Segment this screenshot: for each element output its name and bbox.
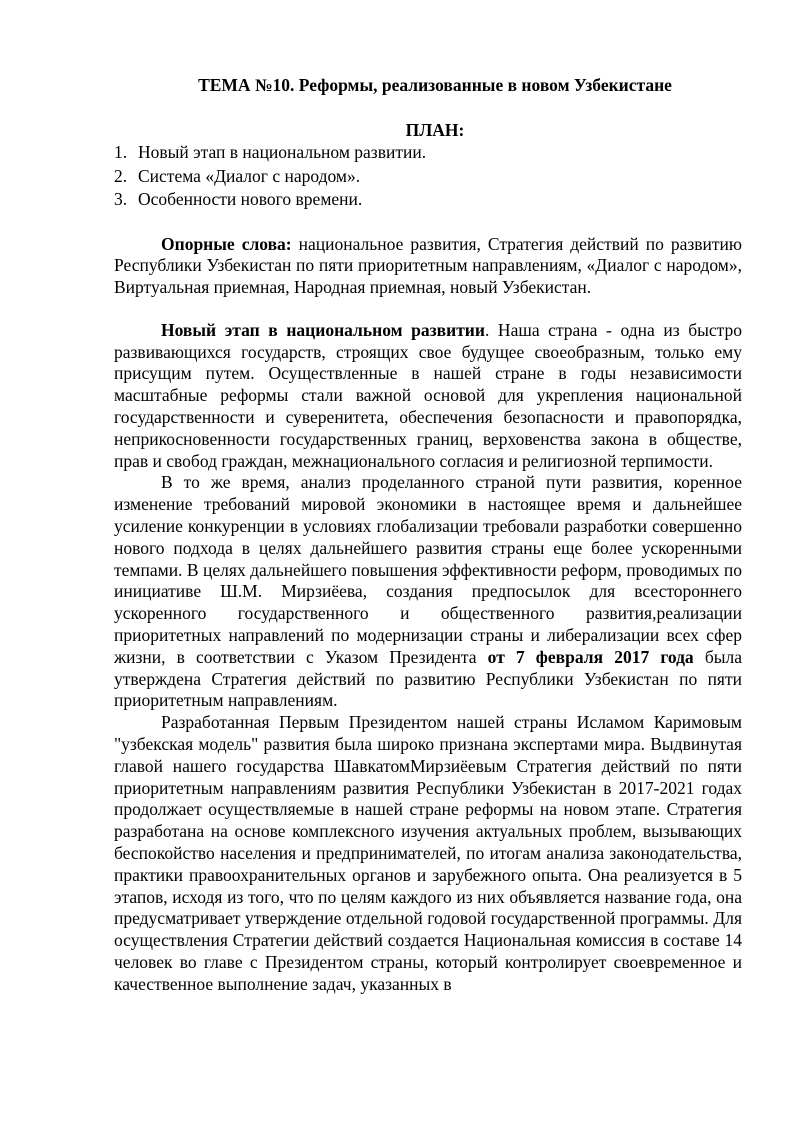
plan-list	[114, 141, 742, 212]
body-paragraph	[114, 472, 742, 712]
section-heading: Новый этап в национальном развитии	[161, 319, 485, 340]
plan-item-number: 3.	[114, 189, 128, 209]
section-paragraph	[114, 320, 742, 473]
plan-item	[114, 141, 742, 165]
plan-heading: ПЛАН:	[405, 120, 465, 140]
plan-item-number: 2.	[114, 165, 128, 186]
document-title: ТЕМА №10. Реформы, реализованные в новом Узбекистане	[198, 75, 672, 95]
decree-date: от 7 февраля 2017 года	[487, 646, 694, 667]
plan-item-text: Новый этап в национальном развитии.	[138, 142, 427, 162]
paragraph-text: была утверждена Стратегия действий по развитию Республики Узбекистан по пяти приоритетным направлениям.	[114, 646, 742, 711]
body-paragraph	[114, 712, 742, 995]
keywords-label: Опорные слова:	[161, 233, 292, 254]
plan-item	[114, 165, 742, 189]
plan-item-number: 1.	[114, 142, 128, 162]
keywords-paragraph	[114, 234, 742, 299]
plan-item	[114, 188, 742, 212]
keywords-text: национальное развития, Стратегия действий по развитию Республики Узбекистан по пяти приоритетным направлениям, «Диалог с народом», Виртуальная приемная, Народная приемная, новый Узбекистан.	[114, 233, 742, 298]
plan-item-text: Система «Диалог с народом».	[138, 165, 361, 186]
plan-item-text: Особенности нового времени.	[138, 189, 363, 209]
paragraph-text: В то же время, анализ проделанного страной пути развития, коренное изменение требований мировой экономики в настоящее время и дальнейшее усиление конкуренции в условиях глобализации требовали разработки совершенно нового подхода в целях дальнейшего развития страны еще более ускоренными темпами. В целях дальнейшего повышения эффективности реформ, проводимых по инициативе Ш.М. Мирзиёева, создания предпосылок для всестороннего ускоренного государственного и общественного развития,реализации приоритетных направлений по модернизации страны и либерализации всех сфер жизни, в соответствии с Указом Президента	[114, 472, 742, 667]
paragraph-text: Разработанная Первым Президентом нашей страны Исламом Каримовым "узбекская модель" развития была широко признана экспертами мира. Выдвинутая главой нашего государства ШавкатомМирзиёевым Стратегия действий по пяти приоритетным направлениям развития Республики Узбекистан в 2017-2021 годах продолжает осуществляемые в нашей стране реформы на новом этапе. Стратегия разработана на основе комплексного изучения актуальных проблем, вызывающих беспокойство населения и предпринимателей, по итогам анализа законодательства, практики правоохранительных органов и зарубежного опыта. Она реализуется в 5 этапов, исходя из того, что по целям каждого из них объявляется название года, она предусматривает утверждение отдельной годовой государственной программы. Для осуществления Стратегии действий создается Национальная комиссия в составе 14 человек во главе с Президентом страны, который контролирует своевременное и качественное выполнение задач, указанных в	[114, 712, 742, 994]
section-text: . Наша страна - одна из быстро развивающихся государств, строящих свое будущее своеобразным, только ему присущим путем. Осуществленные в нашей стране в годы независимости масштабные реформы стали важной основой для укрепления национальной государственности и суверенитета, обеспечения безопасности и правопорядка, неприкосновенности государственных границ, верховенства закона в обществе, прав и свобод граждан, межнационального согласия и религиозной терпимости.	[114, 319, 743, 471]
